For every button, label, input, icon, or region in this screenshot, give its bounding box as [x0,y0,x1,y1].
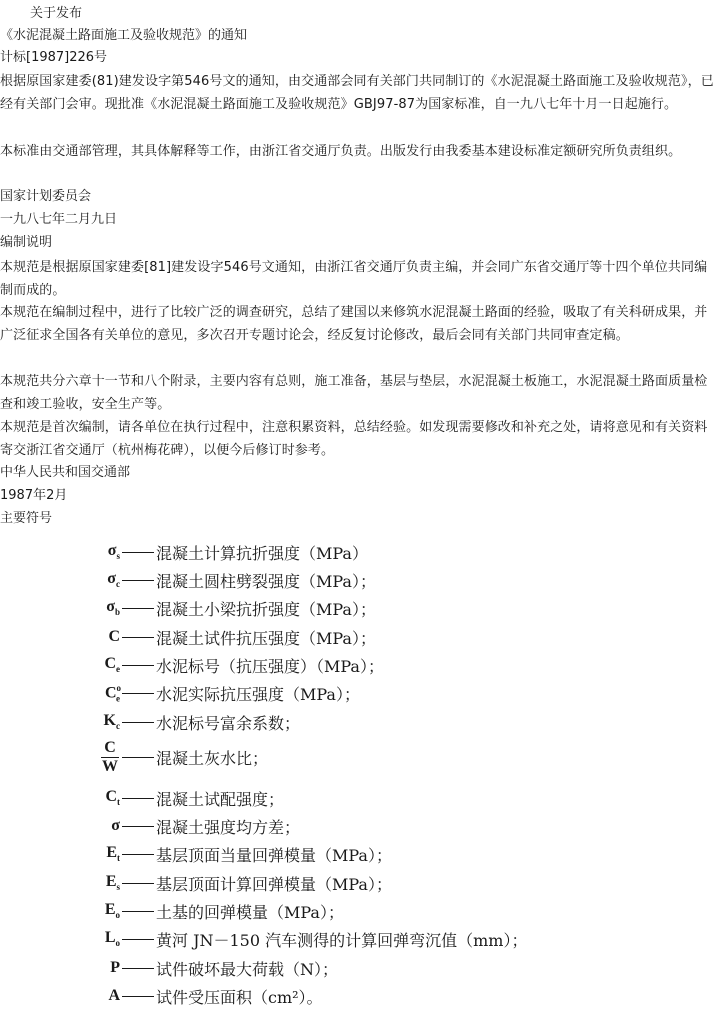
symbol-row [68,897,344,925]
symbol-description: 基层顶面计算回弹模量（MPa）； [156,874,392,894]
symbol-row [68,623,376,651]
symbol-row [68,708,300,736]
symbol-notation [68,542,120,561]
symbol-notation [68,570,120,589]
em-dash-separator [122,911,154,912]
symbol-base: C [108,628,120,645]
notice-title: 《水泥混凝土路面施工及验收规范》的通知 [0,28,248,43]
symbol-description: 土基的回弹模量（MPa）； [156,902,344,922]
fraction-numerator: C [104,738,116,756]
symbol-base: E [104,901,116,919]
symbol-base: K [103,712,116,730]
symbol-notation [68,628,120,646]
symbol-base: C [105,788,117,806]
em-dash-separator [122,665,154,666]
symbol-row [68,840,392,868]
symbol-subscript: c [116,579,120,590]
symbol-description: 混凝土试配强度； [156,789,285,809]
organization-name: 中华人民共和国交通部 [0,465,131,480]
symbol-row [68,679,360,707]
symbol-description: 试件受压面积（cm²）。 [156,987,323,1007]
symbol-subscript: s [116,882,120,893]
em-dash-separator [122,939,154,940]
symbol-notation [68,959,120,977]
symbol-base: σ [107,542,117,560]
symbol-description: 混凝土小梁抗折强度（MPa）； [156,599,376,619]
paragraph-approval: 根据原国家建委(81)建发设字第546号文的通知，由交通部会同有关部门共同制订的《水泥混凝土路面施工及验收规范》，已经有关部门会审。现批准《水泥混凝土路面施工及验收规范》GBJ97-87为国家标准，自一九八七年十月一日起施行。 [0,74,714,112]
organization-date: 1987年2月 [0,488,68,503]
em-dash-separator [122,854,154,855]
symbol-notation [68,598,120,617]
symbol-subscript: t [117,797,120,808]
symbol-notation [68,844,120,863]
symbol-row [68,566,376,594]
symbol-base: σ [106,598,115,616]
symbol-base: A [108,987,120,1004]
symbol-subscript: c [116,721,120,732]
symbol-row [68,954,338,982]
symbol-notation [68,901,120,920]
symbol-base: C [104,684,117,702]
symbol-notation [68,788,120,807]
symbol-base: σ [107,570,116,588]
issue-date: 一九八七年二月九日 [0,212,118,227]
symbol-description: 水泥实际抗压强度（MPa）； [156,684,360,704]
issuer-name: 国家计划委员会 [0,189,92,204]
symbol-notation [68,929,120,948]
symbol-subscript: o [115,938,120,949]
symbol-description: 混凝土强度均方差； [156,817,301,837]
symbol-description: 黄河 JN－150 汽车测得的计算回弹弯沉值（mm）； [156,930,528,950]
symbol-subscript: e [116,693,120,704]
em-dash-separator [122,722,154,723]
symbol-description: 混凝土试件抗压强度（MPa）； [156,628,376,648]
symbol-base: E [106,844,117,862]
symbol-subscript: b [114,607,120,618]
em-dash-separator [122,757,154,758]
fraction-symbol [100,739,120,776]
symbol-notation [68,712,120,731]
announce-text: 关于发布 [30,6,83,21]
document-number: 计标[1987]226号 [0,50,108,65]
symbol-row [68,538,368,566]
symbols-title: 主要符号 [0,511,53,526]
symbol-notation [68,739,120,776]
symbol-subscript: s [116,551,120,562]
symbol-description: 试件破坏最大荷载（N）； [156,959,339,979]
symbol-notation [68,683,120,704]
symbol-row [68,651,384,679]
symbol-description: 水泥标号富余系数； [156,713,301,733]
symbol-row [68,982,323,1010]
em-dash-separator [122,883,154,884]
symbol-row [68,784,284,812]
em-dash-separator [122,552,154,553]
symbol-description: 基层顶面当量回弹模量（MPa）； [156,845,392,865]
symbol-base: C [104,655,116,673]
em-dash-separator [122,608,154,609]
symbol-base: E [105,873,117,891]
em-dash-separator [122,968,154,969]
paragraph-origin: 本规范是根据原国家建委[81]建发设字546号文通知，由浙江省交通厅负责主编，并会同广东省交通厅等十四个单位共同编制而成的。 [0,260,708,298]
em-dash-separator [122,798,154,799]
paragraph-contents: 本规范共分六章十一节和八个附录，主要内容有总则，施工准备，基层与垫层，水泥混凝土板施工，水泥混凝土路面质量检查和竣工验收，安全生产等。 [0,374,708,412]
em-dash-separator [122,996,154,997]
symbol-row [68,925,527,953]
symbol-notation [68,873,120,892]
symbol-base: L [104,929,116,947]
symbol-subscript: o [115,910,120,921]
symbol-description: 混凝土灰水比； [156,748,269,768]
paragraph-management: 本标准由交通部管理，其具体解释等工作，由浙江省交通厅负责。出版发行由我委基本建设标准定额研究所负责组织。 [0,144,682,159]
symbol-subscript: e [116,664,120,675]
symbol-base: P [110,959,120,976]
em-dash-separator [122,637,154,638]
em-dash-separator [122,693,154,694]
symbol-description: 水泥标号（抗压强度）（MPa）； [156,656,384,676]
paragraph-process: 本规范在编制过程中，进行了比较广泛的调查研究，总结了建国以来修筑水泥混凝土路面的经验，吸取了有关科研成果，并广泛征求全国各有关单位的意见，多次召开专题讨论会，经反复讨论修改，最后会同有关部门共同审查定稿。 [0,305,708,343]
em-dash-separator [122,580,154,581]
symbol-base: σ [111,817,120,834]
symbol-row [68,869,392,897]
paragraph-feedback: 本规范是首次编制，请各单位在执行过程中，注意积累资料，总结经验。如发现需要修改和补充之处，请将意见和有关资料寄交浙江省交通厅（杭州梅花碑），以便今后修订时参考。 [0,420,708,458]
symbol-notation [68,817,120,835]
symbol-row [68,812,300,840]
section-title: 编制说明 [0,235,53,250]
symbol-row [68,594,376,622]
symbol-description: 混凝土圆柱劈裂强度（MPa）； [156,571,376,591]
symbol-superscript: o [116,682,121,693]
symbol-description: 混凝土计算抗折强度（MPa） [156,543,368,563]
symbol-subscript: t [117,853,120,864]
symbol-row [68,734,268,780]
symbol-notation [68,987,120,1005]
fraction-denominator: W [102,757,118,775]
em-dash-separator [122,826,154,827]
symbol-notation [68,655,120,674]
